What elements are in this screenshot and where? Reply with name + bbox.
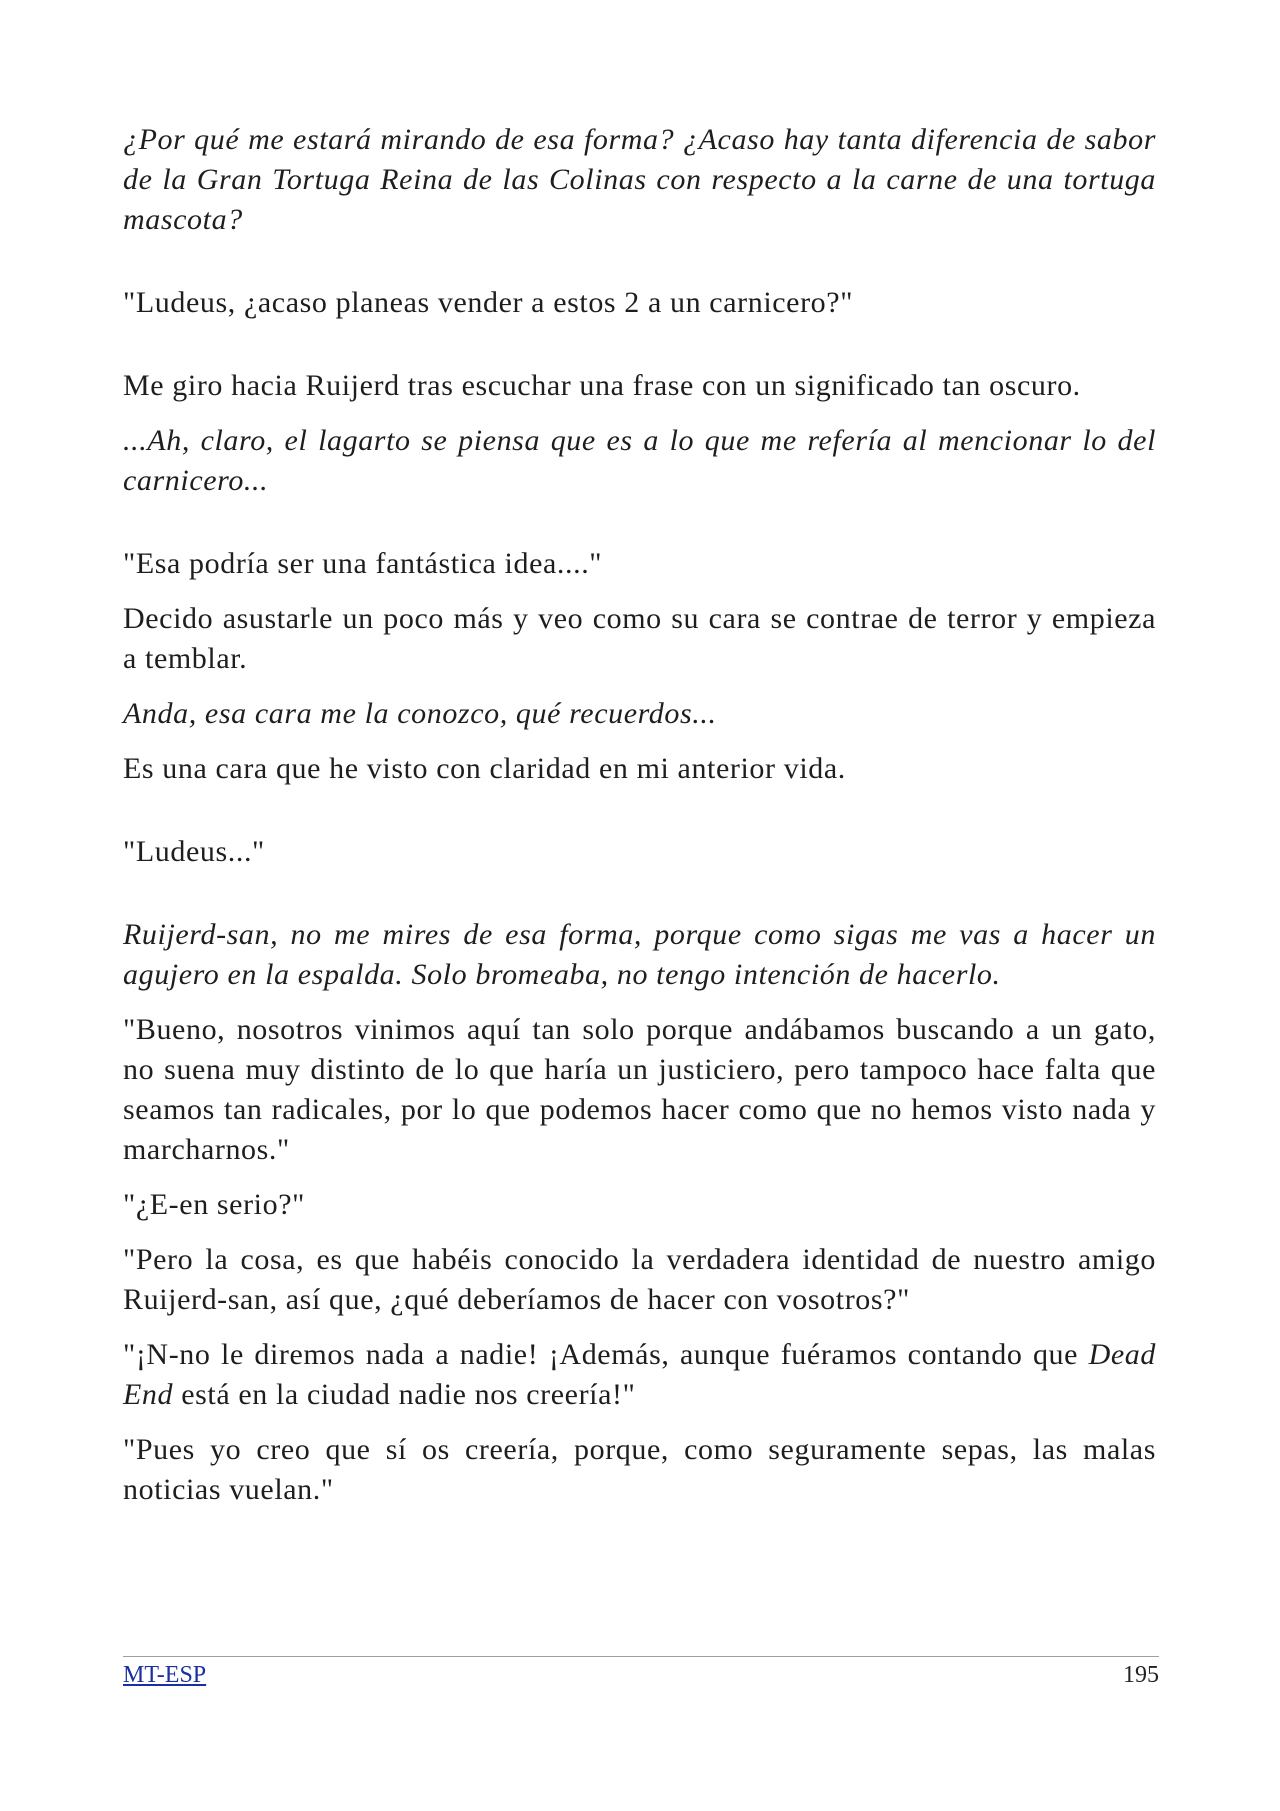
paragraph-14-italic: Dead End [123, 1338, 1156, 1411]
page-footer [123, 1656, 1159, 1689]
paragraph-2: "Ludeus, ¿acaso planeas vender a estos 2 a un carnicero?" [123, 286, 854, 319]
paragraph-4: ...Ah, claro, el lagarto se piensa que es a lo que me refería al mencionar lo del carnicero... [123, 424, 1156, 497]
paragraph-1: ¿Por qué me estará mirando de esa forma? ¿Acaso hay tanta diferencia de sabor de la Gran Tortuga Reina de las Colinas con respecto a la carne de una tortuga mascota? [123, 123, 1156, 236]
paragraph-11: "Bueno, nosotros vinimos aquí tan solo porque andábamos buscando a un gato, no suena muy distinto de lo que haría un justiciero, pero tampoco hace falta que seamos tan radicales, por lo que podemos hacer como que no hemos visto nada y marcharnos." [123, 1013, 1156, 1166]
paragraph-6: Decido asustarle un poco más y veo como su cara se contrae de terror y empieza a temblar. [123, 602, 1156, 675]
paragraph-12: "¿E-en serio?" [123, 1188, 305, 1221]
paragraph-15: "Pues yo creo que sí os creería, porque, como seguramente sepas, las malas noticias vuelan." [123, 1433, 1156, 1506]
footer-row [123, 1661, 1159, 1689]
paragraph-14 [123, 1335, 1156, 1415]
paragraph-14-start: "¡N-no le diremos nada a nadie! ¡Además, aunque fuéramos contando que [123, 1338, 1089, 1371]
footer-site-link[interactable]: MT-ESP [123, 1662, 207, 1688]
paragraph-9: "Ludeus..." [123, 835, 265, 868]
paragraph-3: Me giro hacia Ruijerd tras escuchar una frase con un significado tan oscuro. [123, 369, 1081, 402]
paragraph-13: "Pero la cosa, es que habéis conocido la verdadera identidad de nuestro amigo Ruijerd-san, así que, ¿qué deberíamos de hacer con vosotros?" [123, 1243, 1156, 1316]
paragraph-8: Es una cara que he visto con claridad en mi anterior vida. [123, 752, 846, 785]
paragraph-14-end: está en la ciudad nadie nos creería!" [173, 1378, 636, 1411]
document-body [123, 120, 1156, 1510]
paragraph-5: "Esa podría ser una fantástica idea...." [123, 547, 603, 580]
paragraph-10: Ruijerd-san, no me mires de esa forma, porque como sigas me vas a hacer un agujero en la espalda. Solo bromeaba, no tengo intención de hacerlo. [123, 918, 1156, 991]
page-number: 195 [1123, 1662, 1159, 1688]
footer-divider [123, 1656, 1159, 1657]
paragraph-7: Anda, esa cara me la conozco, qué recuerdos... [123, 697, 717, 730]
